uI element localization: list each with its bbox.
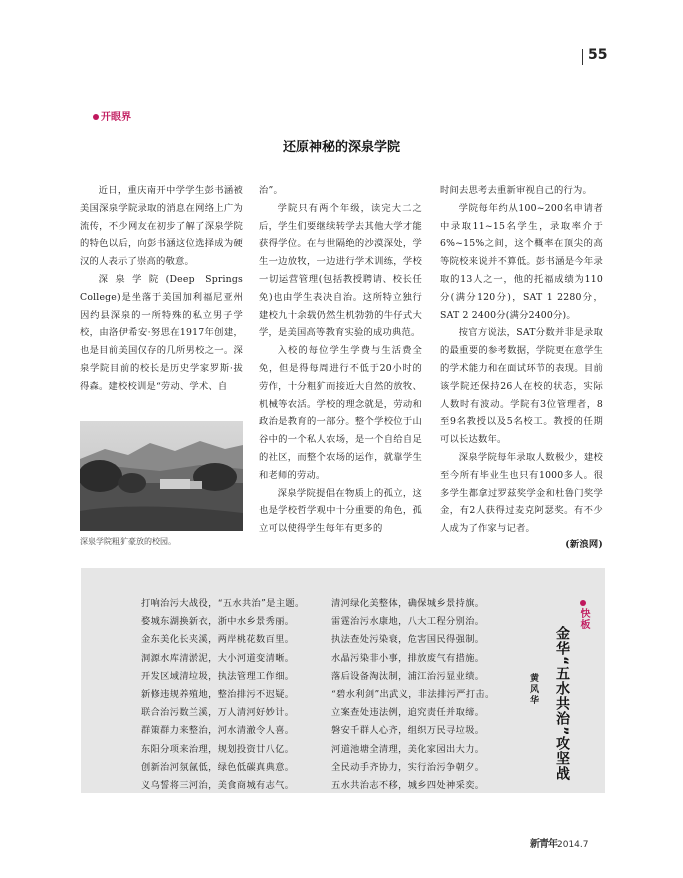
paragraph: 近日，重庆南开中学学生彭书涵被美国深泉学院录取的消息在网络上广为流传，不少网友在初步了解了深泉学院的特色以后，向彭书涵这位选择成为硬汉的人表示了崇高的敬意。 bbox=[80, 185, 243, 268]
poem-line: 全民动手齐协力，实行治污争朝夕。 bbox=[331, 761, 485, 773]
poem-line: 清河绿化美整体，确保城乡景持旗。 bbox=[331, 598, 485, 609]
poem-line: 磐安千群人心齐，组织万民寻垃圾。 bbox=[331, 725, 485, 737]
poem-line: 创新治河氛氤低，绿色低碳真典意。 bbox=[141, 761, 295, 773]
bullet-dot-icon bbox=[580, 600, 586, 606]
poem-line: 执法查处污染衰，危害国民得强制。 bbox=[331, 634, 485, 646]
poem-left-column bbox=[141, 595, 305, 795]
article-source: (新浪网) bbox=[565, 538, 603, 550]
poem-tag bbox=[576, 600, 591, 630]
poem-line: 打响治污大战役，“五水共治”是主题。 bbox=[141, 598, 305, 609]
footer bbox=[530, 835, 589, 850]
article-column-2 bbox=[259, 182, 422, 538]
poem-line: 东阳分项来治理，规划投资廿八亿。 bbox=[141, 743, 295, 755]
header-divider bbox=[582, 49, 583, 65]
poem-line: 联合治污数兰溪，万人清河好妙计。 bbox=[141, 707, 295, 719]
article-column-1 bbox=[80, 182, 243, 396]
magazine-logo: 新青年 bbox=[530, 839, 557, 850]
poem-line: 婺城东湖换新衣，浙中水乡景秀丽。 bbox=[141, 616, 295, 628]
paragraph: 入校的每位学生学费与生活费全免，但是得每周进行不低于20小时的劳作，十分粗犷而接近大自然的放牧、机械等农活。学校的理念就是，劳动和政治是教育的一部分。整个学校位于山谷中的一个私人农场，是一个自给自足的社区，而整个农场的运作，就靠学生和老师的劳动。 bbox=[259, 345, 422, 481]
page-number: 55 bbox=[588, 47, 608, 63]
poem-line: 金东美化长夹溪，两岸桃花数百里。 bbox=[141, 634, 295, 646]
poem-author: 黄风华 bbox=[528, 673, 538, 706]
paragraph: 深泉学院(Deep Springs College)是坐落于美国加利福尼亚州因约县深泉的一所特殊的私立男子学校，由洛伊希安·努思在1917年创建，也是目前美国仅存的几所男校之一。深泉学院目前的校长是历史学家罗斯·拔得森。建校校训是“劳动、学术、自 bbox=[80, 273, 243, 392]
poem-line: 落后设备淘汰制，浦江治污显业绩。 bbox=[331, 670, 485, 682]
poem-line: 义乌誓将三河治，美食商城有志气。 bbox=[141, 780, 295, 792]
section-tag-label: 开眼界 bbox=[101, 112, 131, 123]
paragraph: 治”。 bbox=[259, 185, 283, 196]
photo-caption: 深泉学院粗犷豪放的校园。 bbox=[80, 537, 176, 546]
poem-line: 雷霆治污水康地，八大工程分别治。 bbox=[331, 616, 485, 628]
campus-photo bbox=[80, 421, 243, 531]
poem-title: 金华“五水共治”攻坚战 bbox=[554, 626, 570, 782]
poem-line: 洞源水库清淤泥，大小河道变清晰。 bbox=[141, 652, 295, 664]
poem-line: 水晶污染非小事，排放废气有措施。 bbox=[331, 652, 485, 664]
poem-line: 新修违规养殖地，整治排污不迟疑。 bbox=[141, 689, 295, 701]
section-tag bbox=[93, 108, 131, 123]
poem-line: 五水共治志不移，城乡四处神采奕。 bbox=[331, 780, 485, 792]
poem-line: 群策群力来整治，河水清澈令人喜。 bbox=[141, 725, 295, 737]
poem-tag-label: 快板 bbox=[578, 608, 589, 630]
article-title: 还原神秘的深泉学院 bbox=[282, 140, 400, 155]
paragraph: 按官方说法，SAT分数并非是录取的最重要的参考数据，学院更在意学生的学术能力和在面试环节的表现。目前该学院还保持26人在校的状态，实际人数时有波动。学院有3位管理者，8至9名教授以及5名校工。教授的任期可以长达数年。 bbox=[440, 327, 603, 446]
paragraph: 时间去思考去重新审视自己的行为。 bbox=[440, 185, 592, 196]
paragraph: 学院每年约从100~200名申请者中录取11~15名学生，录取率介于6%~15%之间，这个概率在顶尖的高等院校来说并不算低。彭书涵是今年录取的13人之一，他的托福成绩为110分(满分120分)，SAT 1 2280分，SAT 2 2400分(满分2400分)。 bbox=[440, 202, 603, 321]
bullet-dot-icon bbox=[93, 114, 99, 120]
poem-line: “碧水利剑”出武义，非法排污严打击。 bbox=[331, 689, 495, 701]
paragraph: 深泉学院每年录取人数极少，建校至今所有毕业生也只有1000多人。很多学生都拿过罗兹奖学金和杜鲁门奖学金，有2人获得过麦克阿瑟奖。有不少人成为了作家与记者。 bbox=[440, 451, 603, 535]
poem-right-column bbox=[331, 595, 495, 795]
issue-date: 2014.7 bbox=[557, 840, 589, 850]
poem-line: 立案查处违法例，追究责任并取缔。 bbox=[331, 707, 485, 719]
poem-line: 开发区域清垃圾，执法管理工作细。 bbox=[141, 670, 295, 682]
poem-line: 河道池塘全清理，美化家园出大力。 bbox=[331, 743, 485, 755]
paragraph: 学院只有两个年级，读完大二之后，学生们要继续转学去其他大学才能获得学位。在与世隔绝的沙漠深处，学生一边放牧，一边进行学术训练，学校一切运营管理(包括教授聘请、校长任免)也由学生表决自治。这所特立独行建校九十余载仍然生机勃勃的牛仔式大学，是美国高等教育实验的成功典范。 bbox=[259, 202, 422, 339]
paragraph: 深泉学院提倡在物质上的孤立，这也是学校哲学观中十分重要的角色，孤立可以使得学生每年有更多的 bbox=[259, 487, 422, 535]
article-column-3 bbox=[440, 182, 603, 554]
